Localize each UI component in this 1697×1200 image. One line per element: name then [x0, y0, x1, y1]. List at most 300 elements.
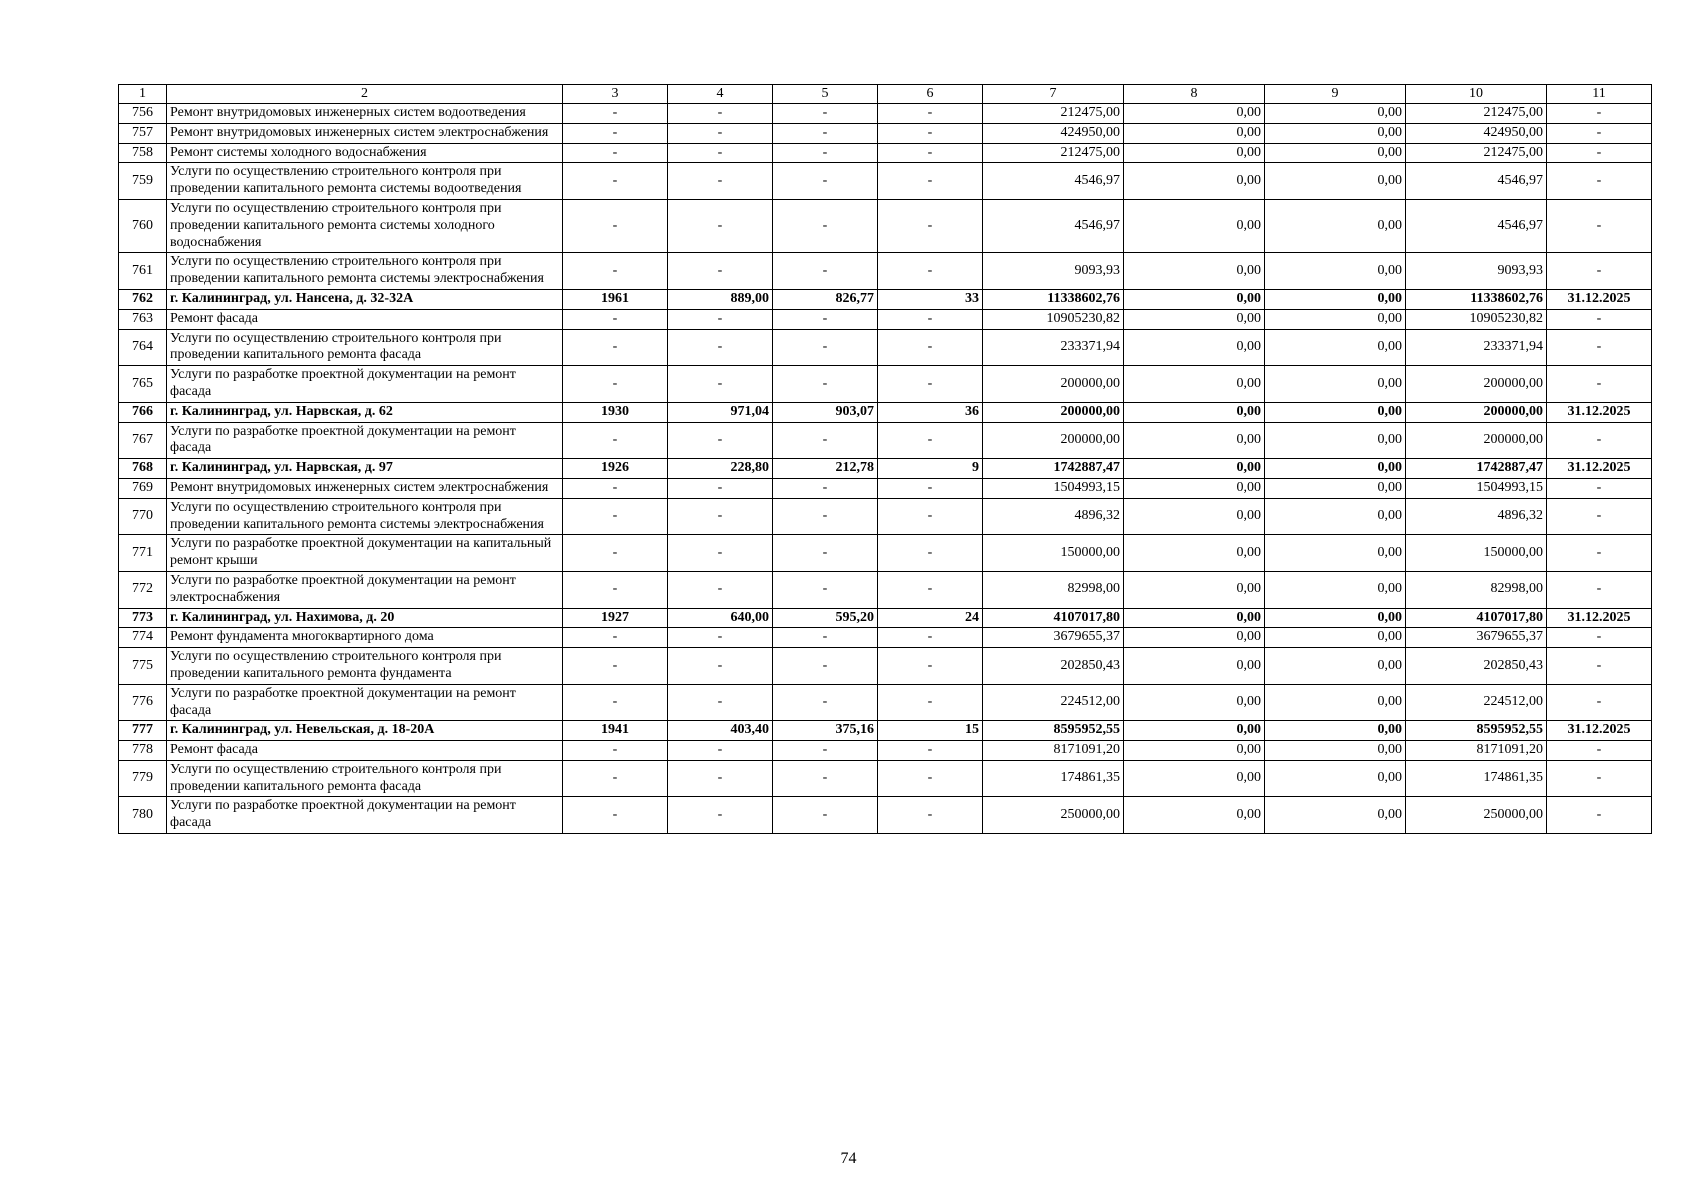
deadline-cell: - [1547, 199, 1652, 252]
page-number: 74 [840, 1150, 857, 1167]
row-number-cell: 769 [119, 478, 167, 498]
living-area-cell: - [773, 253, 878, 290]
cost-col10-cell: 224512,00 [1406, 684, 1547, 721]
residents-cell: - [878, 123, 983, 143]
row-number-cell: 774 [119, 628, 167, 648]
total-cost-cell: 1504993,15 [983, 478, 1124, 498]
cost-col10-cell: 202850,43 [1406, 648, 1547, 685]
living-area-cell: 212,78 [773, 459, 878, 479]
cost-col9-cell: 0,00 [1265, 289, 1406, 309]
total-cost-cell: 4107017,80 [983, 608, 1124, 628]
cost-col8-cell: 0,00 [1124, 721, 1265, 741]
cost-col10-cell: 4107017,80 [1406, 608, 1547, 628]
residents-cell: - [878, 498, 983, 535]
cost-col8-cell: 0,00 [1124, 309, 1265, 329]
cost-col9-cell: 0,00 [1265, 402, 1406, 422]
item-name-cell: Услуги по разработке проектной документации на ремонт фасада [167, 684, 563, 721]
total-area-cell: - [668, 123, 773, 143]
total-cost-cell: 200000,00 [983, 402, 1124, 422]
year-cell: - [563, 571, 668, 608]
residents-cell: - [878, 760, 983, 797]
total-area-cell: 889,00 [668, 289, 773, 309]
total-cost-cell: 8595952,55 [983, 721, 1124, 741]
item-name-cell: г. Калининград, ул. Нахимова, д. 20 [167, 608, 563, 628]
item-name-cell: Ремонт фасада [167, 309, 563, 329]
residents-cell: 9 [878, 459, 983, 479]
item-name-cell: Ремонт фасада [167, 741, 563, 761]
cost-col10-cell: 200000,00 [1406, 422, 1547, 459]
cost-col8-cell: 0,00 [1124, 422, 1265, 459]
work-item-row [119, 253, 1652, 290]
residents-cell: - [878, 571, 983, 608]
residents-cell: - [878, 535, 983, 572]
living-area-cell: 595,20 [773, 608, 878, 628]
total-area-cell: - [668, 366, 773, 403]
residents-cell: - [878, 628, 983, 648]
address-row [119, 289, 1652, 309]
year-cell: 1961 [563, 289, 668, 309]
total-cost-cell: 212475,00 [983, 104, 1124, 124]
address-row [119, 459, 1652, 479]
work-item-row [119, 760, 1652, 797]
cost-col9-cell: 0,00 [1265, 163, 1406, 200]
total-cost-cell: 212475,00 [983, 143, 1124, 163]
cost-col9-cell: 0,00 [1265, 797, 1406, 834]
item-name-cell: Услуги по осуществлению строительного контроля при проведении капитального ремонта фундамента [167, 648, 563, 685]
cost-col10-cell: 424950,00 [1406, 123, 1547, 143]
cost-col10-cell: 10905230,82 [1406, 309, 1547, 329]
cost-col10-cell: 174861,35 [1406, 760, 1547, 797]
living-area-cell: - [773, 571, 878, 608]
column-number: 11 [1547, 85, 1652, 104]
cost-col9-cell: 0,00 [1265, 684, 1406, 721]
work-item-row [119, 199, 1652, 252]
cost-col9-cell: 0,00 [1265, 104, 1406, 124]
total-area-cell: - [668, 684, 773, 721]
column-number: 8 [1124, 85, 1265, 104]
year-cell: - [563, 797, 668, 834]
total-cost-cell: 4546,97 [983, 199, 1124, 252]
cost-col9-cell: 0,00 [1265, 366, 1406, 403]
column-number: 5 [773, 85, 878, 104]
year-cell: - [563, 498, 668, 535]
deadline-cell: 31.12.2025 [1547, 289, 1652, 309]
total-cost-cell: 82998,00 [983, 571, 1124, 608]
living-area-cell: - [773, 104, 878, 124]
row-number-cell: 756 [119, 104, 167, 124]
year-cell: - [563, 684, 668, 721]
residents-cell: - [878, 253, 983, 290]
cost-col8-cell: 0,00 [1124, 104, 1265, 124]
column-number-row [119, 85, 1652, 104]
cost-col8-cell: 0,00 [1124, 797, 1265, 834]
total-area-cell: 403,40 [668, 721, 773, 741]
work-item-row [119, 143, 1652, 163]
work-item-row [119, 797, 1652, 834]
total-cost-cell: 233371,94 [983, 329, 1124, 366]
row-number-cell: 757 [119, 123, 167, 143]
deadline-cell: 31.12.2025 [1547, 402, 1652, 422]
living-area-cell: 375,16 [773, 721, 878, 741]
residents-cell: 36 [878, 402, 983, 422]
total-area-cell: - [668, 163, 773, 200]
cost-col10-cell: 11338602,76 [1406, 289, 1547, 309]
living-area-cell: - [773, 366, 878, 403]
living-area-cell: - [773, 163, 878, 200]
deadline-cell: - [1547, 309, 1652, 329]
item-name-cell: г. Калининград, ул. Невельская, д. 18-20А [167, 721, 563, 741]
item-name-cell: Ремонт внутридомовых инженерных систем водоотведения [167, 104, 563, 124]
residents-cell: - [878, 648, 983, 685]
cost-col10-cell: 212475,00 [1406, 104, 1547, 124]
cost-col8-cell: 0,00 [1124, 459, 1265, 479]
total-area-cell: - [668, 628, 773, 648]
address-row [119, 608, 1652, 628]
total-area-cell: 228,80 [668, 459, 773, 479]
item-name-cell: Ремонт внутридомовых инженерных систем электроснабжения [167, 123, 563, 143]
work-item-row [119, 498, 1652, 535]
deadline-cell: 31.12.2025 [1547, 721, 1652, 741]
living-area-cell: 903,07 [773, 402, 878, 422]
cost-col10-cell: 250000,00 [1406, 797, 1547, 834]
year-cell: - [563, 628, 668, 648]
cost-col10-cell: 1742887,47 [1406, 459, 1547, 479]
row-number-cell: 758 [119, 143, 167, 163]
year-cell: - [563, 329, 668, 366]
cost-col9-cell: 0,00 [1265, 309, 1406, 329]
row-number-cell: 764 [119, 329, 167, 366]
row-number-cell: 772 [119, 571, 167, 608]
item-name-cell: г. Калининград, ул. Нансена, д. 32-32А [167, 289, 563, 309]
living-area-cell: - [773, 797, 878, 834]
work-item-row [119, 478, 1652, 498]
total-cost-cell: 250000,00 [983, 797, 1124, 834]
item-name-cell: Услуги по осуществлению строительного контроля при проведении капитального ремонта системы водоотведения [167, 163, 563, 200]
column-number: 3 [563, 85, 668, 104]
cost-col10-cell: 200000,00 [1406, 366, 1547, 403]
total-area-cell: - [668, 571, 773, 608]
row-number-cell: 762 [119, 289, 167, 309]
deadline-cell: - [1547, 571, 1652, 608]
residents-cell: - [878, 741, 983, 761]
row-number-cell: 777 [119, 721, 167, 741]
total-cost-cell: 1742887,47 [983, 459, 1124, 479]
item-name-cell: г. Калининград, ул. Нарвская, д. 62 [167, 402, 563, 422]
item-name-cell: Ремонт внутридомовых инженерных систем электроснабжения [167, 478, 563, 498]
address-row [119, 402, 1652, 422]
residents-cell: - [878, 422, 983, 459]
cost-col9-cell: 0,00 [1265, 123, 1406, 143]
living-area-cell: - [773, 123, 878, 143]
year-cell: - [563, 648, 668, 685]
deadline-cell: - [1547, 123, 1652, 143]
total-cost-cell: 202850,43 [983, 648, 1124, 685]
cost-col10-cell: 82998,00 [1406, 571, 1547, 608]
deadline-cell: - [1547, 104, 1652, 124]
row-number-cell: 776 [119, 684, 167, 721]
total-cost-cell: 200000,00 [983, 366, 1124, 403]
cost-col8-cell: 0,00 [1124, 123, 1265, 143]
cost-col8-cell: 0,00 [1124, 199, 1265, 252]
deadline-cell: - [1547, 366, 1652, 403]
year-cell: 1941 [563, 721, 668, 741]
work-item-row [119, 684, 1652, 721]
work-item-row [119, 309, 1652, 329]
cost-col9-cell: 0,00 [1265, 628, 1406, 648]
deadline-cell: - [1547, 741, 1652, 761]
cost-col10-cell: 4546,97 [1406, 163, 1547, 200]
work-item-row [119, 628, 1652, 648]
cost-col10-cell: 8595952,55 [1406, 721, 1547, 741]
living-area-cell: - [773, 199, 878, 252]
living-area-cell: - [773, 478, 878, 498]
cost-col8-cell: 0,00 [1124, 253, 1265, 290]
year-cell: - [563, 741, 668, 761]
cost-col10-cell: 200000,00 [1406, 402, 1547, 422]
row-number-cell: 760 [119, 199, 167, 252]
work-item-row [119, 535, 1652, 572]
work-item-row [119, 329, 1652, 366]
residents-cell: - [878, 478, 983, 498]
item-name-cell: Услуги по осуществлению строительного контроля при проведении капитального ремонта фасада [167, 760, 563, 797]
total-area-cell: - [668, 199, 773, 252]
deadline-cell: - [1547, 797, 1652, 834]
total-area-cell: - [668, 648, 773, 685]
work-item-row [119, 366, 1652, 403]
total-cost-cell: 4896,32 [983, 498, 1124, 535]
total-area-cell: - [668, 760, 773, 797]
living-area-cell: 826,77 [773, 289, 878, 309]
column-number: 10 [1406, 85, 1547, 104]
cost-col8-cell: 0,00 [1124, 684, 1265, 721]
cost-col9-cell: 0,00 [1265, 721, 1406, 741]
total-area-cell: 640,00 [668, 608, 773, 628]
total-area-cell: - [668, 309, 773, 329]
year-cell: - [563, 104, 668, 124]
work-item-row [119, 422, 1652, 459]
total-area-cell: - [668, 741, 773, 761]
item-name-cell: Ремонт системы холодного водоснабжения [167, 143, 563, 163]
cost-col10-cell: 212475,00 [1406, 143, 1547, 163]
year-cell: - [563, 535, 668, 572]
row-number-cell: 759 [119, 163, 167, 200]
column-number: 6 [878, 85, 983, 104]
cost-col9-cell: 0,00 [1265, 741, 1406, 761]
table-body [119, 85, 1652, 834]
total-area-cell: - [668, 253, 773, 290]
repair-program-table [118, 84, 1652, 834]
total-area-cell: - [668, 104, 773, 124]
cost-col9-cell: 0,00 [1265, 329, 1406, 366]
total-cost-cell: 9093,93 [983, 253, 1124, 290]
cost-col10-cell: 1504993,15 [1406, 478, 1547, 498]
cost-col8-cell: 0,00 [1124, 760, 1265, 797]
year-cell: 1926 [563, 459, 668, 479]
cost-col10-cell: 4896,32 [1406, 498, 1547, 535]
address-row [119, 721, 1652, 741]
cost-col10-cell: 9093,93 [1406, 253, 1547, 290]
year-cell: - [563, 163, 668, 200]
total-cost-cell: 10905230,82 [983, 309, 1124, 329]
cost-col9-cell: 0,00 [1265, 760, 1406, 797]
cost-col8-cell: 0,00 [1124, 478, 1265, 498]
cost-col10-cell: 8171091,20 [1406, 741, 1547, 761]
deadline-cell: - [1547, 329, 1652, 366]
year-cell: - [563, 253, 668, 290]
cost-col10-cell: 233371,94 [1406, 329, 1547, 366]
total-area-cell: - [668, 797, 773, 834]
row-number-cell: 770 [119, 498, 167, 535]
row-number-cell: 768 [119, 459, 167, 479]
living-area-cell: - [773, 309, 878, 329]
year-cell: - [563, 123, 668, 143]
item-name-cell: Услуги по осуществлению строительного контроля при проведении капитального ремонта фасада [167, 329, 563, 366]
column-number: 1 [119, 85, 167, 104]
residents-cell: - [878, 309, 983, 329]
cost-col8-cell: 0,00 [1124, 289, 1265, 309]
cost-col10-cell: 4546,97 [1406, 199, 1547, 252]
column-number: 2 [167, 85, 563, 104]
total-area-cell: - [668, 422, 773, 459]
work-item-row [119, 571, 1652, 608]
total-area-cell: 971,04 [668, 402, 773, 422]
residents-cell: - [878, 199, 983, 252]
cost-col8-cell: 0,00 [1124, 535, 1265, 572]
living-area-cell: - [773, 329, 878, 366]
total-cost-cell: 424950,00 [983, 123, 1124, 143]
residents-cell: - [878, 329, 983, 366]
work-item-row [119, 741, 1652, 761]
total-area-cell: - [668, 329, 773, 366]
living-area-cell: - [773, 628, 878, 648]
row-number-cell: 765 [119, 366, 167, 403]
deadline-cell: - [1547, 648, 1652, 685]
year-cell: 1927 [563, 608, 668, 628]
living-area-cell: - [773, 143, 878, 163]
residents-cell: 24 [878, 608, 983, 628]
living-area-cell: - [773, 684, 878, 721]
total-area-cell: - [668, 535, 773, 572]
living-area-cell: - [773, 760, 878, 797]
cost-col8-cell: 0,00 [1124, 608, 1265, 628]
cost-col9-cell: 0,00 [1265, 253, 1406, 290]
residents-cell: - [878, 797, 983, 834]
total-area-cell: - [668, 478, 773, 498]
cost-col10-cell: 3679655,37 [1406, 628, 1547, 648]
row-number-cell: 778 [119, 741, 167, 761]
cost-col9-cell: 0,00 [1265, 422, 1406, 459]
deadline-cell: - [1547, 684, 1652, 721]
living-area-cell: - [773, 535, 878, 572]
cost-col10-cell: 150000,00 [1406, 535, 1547, 572]
column-number: 9 [1265, 85, 1406, 104]
year-cell: - [563, 760, 668, 797]
deadline-cell: - [1547, 498, 1652, 535]
deadline-cell: - [1547, 478, 1652, 498]
cost-col8-cell: 0,00 [1124, 498, 1265, 535]
cost-col8-cell: 0,00 [1124, 163, 1265, 200]
cost-col9-cell: 0,00 [1265, 459, 1406, 479]
total-cost-cell: 200000,00 [983, 422, 1124, 459]
item-name-cell: Услуги по осуществлению строительного контроля при проведении капитального ремонта системы электроснабжения [167, 498, 563, 535]
cost-col9-cell: 0,00 [1265, 648, 1406, 685]
cost-col8-cell: 0,00 [1124, 402, 1265, 422]
deadline-cell: - [1547, 535, 1652, 572]
cost-col9-cell: 0,00 [1265, 478, 1406, 498]
deadline-cell: 31.12.2025 [1547, 459, 1652, 479]
cost-col8-cell: 0,00 [1124, 366, 1265, 403]
total-cost-cell: 8171091,20 [983, 741, 1124, 761]
row-number-cell: 767 [119, 422, 167, 459]
year-cell: - [563, 366, 668, 403]
item-name-cell: Ремонт фундамента многоквартирного дома [167, 628, 563, 648]
item-name-cell: Услуги по разработке проектной документации на ремонт фасада [167, 422, 563, 459]
cost-col9-cell: 0,00 [1265, 608, 1406, 628]
deadline-cell: - [1547, 628, 1652, 648]
cost-col8-cell: 0,00 [1124, 571, 1265, 608]
deadline-cell: 31.12.2025 [1547, 608, 1652, 628]
row-number-cell: 775 [119, 648, 167, 685]
item-name-cell: Услуги по разработке проектной документации на ремонт фасада [167, 797, 563, 834]
living-area-cell: - [773, 741, 878, 761]
cost-col8-cell: 0,00 [1124, 143, 1265, 163]
living-area-cell: - [773, 498, 878, 535]
year-cell: - [563, 478, 668, 498]
year-cell: - [563, 309, 668, 329]
cost-col8-cell: 0,00 [1124, 329, 1265, 366]
item-name-cell: Услуги по разработке проектной документации на капитальный ремонт крыши [167, 535, 563, 572]
work-item-row [119, 163, 1652, 200]
living-area-cell: - [773, 648, 878, 685]
cost-col9-cell: 0,00 [1265, 199, 1406, 252]
row-number-cell: 780 [119, 797, 167, 834]
row-number-cell: 771 [119, 535, 167, 572]
cost-col8-cell: 0,00 [1124, 628, 1265, 648]
residents-cell: 33 [878, 289, 983, 309]
deadline-cell: - [1547, 253, 1652, 290]
year-cell: 1930 [563, 402, 668, 422]
residents-cell: - [878, 104, 983, 124]
row-number-cell: 766 [119, 402, 167, 422]
cost-col8-cell: 0,00 [1124, 648, 1265, 685]
item-name-cell: Услуги по осуществлению строительного контроля при проведении капитального ремонта системы холодного водоснабжения [167, 199, 563, 252]
residents-cell: - [878, 163, 983, 200]
residents-cell: - [878, 684, 983, 721]
total-area-cell: - [668, 143, 773, 163]
year-cell: - [563, 422, 668, 459]
cost-col9-cell: 0,00 [1265, 143, 1406, 163]
living-area-cell: - [773, 422, 878, 459]
row-number-cell: 761 [119, 253, 167, 290]
item-name-cell: Услуги по осуществлению строительного контроля при проведении капитального ремонта системы электроснабжения [167, 253, 563, 290]
row-number-cell: 773 [119, 608, 167, 628]
row-number-cell: 763 [119, 309, 167, 329]
row-number-cell: 779 [119, 760, 167, 797]
item-name-cell: Услуги по разработке проектной документации на ремонт фасада [167, 366, 563, 403]
total-cost-cell: 174861,35 [983, 760, 1124, 797]
residents-cell: - [878, 143, 983, 163]
item-name-cell: г. Калининград, ул. Нарвская, д. 97 [167, 459, 563, 479]
cost-col9-cell: 0,00 [1265, 571, 1406, 608]
column-number: 4 [668, 85, 773, 104]
total-cost-cell: 224512,00 [983, 684, 1124, 721]
work-item-row [119, 648, 1652, 685]
cost-col8-cell: 0,00 [1124, 741, 1265, 761]
total-cost-cell: 3679655,37 [983, 628, 1124, 648]
total-cost-cell: 4546,97 [983, 163, 1124, 200]
deadline-cell: - [1547, 143, 1652, 163]
total-cost-cell: 150000,00 [983, 535, 1124, 572]
